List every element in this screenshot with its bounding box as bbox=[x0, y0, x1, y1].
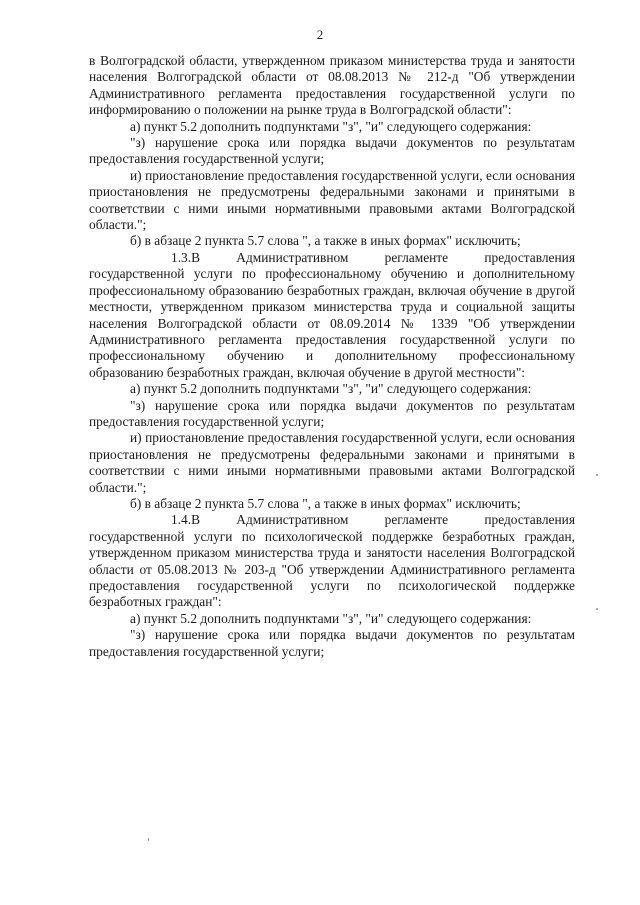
section-text: В Административном регламенте предоставления государственной услуги по психологической поддержке безработных граждан, утвержденном приказом министерства труда и занятости населения Волгоградской области от 05.08.2013 № 203-д "Об утверждении Административного регламента предоставления государственной услуги по психологической поддержке безработных граждан": bbox=[89, 512, 575, 610]
paragraph-section-1-4 bbox=[89, 512, 575, 610]
section-number: 1.3. bbox=[171, 249, 192, 265]
paragraph-subitem-z: "з) нарушение срока или порядка выдачи документов по результатам предоставления государственной услуги; bbox=[89, 397, 575, 429]
paragraph-amend-5-7: б) в абзаце 2 пункта 5.7 слова ", а также в иных формах" исключить; bbox=[130, 233, 521, 249]
paragraph-subitem-i: и) приостановление предоставления государственной услуги, если основания приостановления не предусмотрены федеральными законами и принятыми в соответствии с ними иными нормативными правовыми актами Волгоградской области."; bbox=[89, 430, 575, 495]
paragraph-amend-5-2: а) пункт 5.2 дополнить подпунктами "з", "и" следующего содержания: bbox=[130, 118, 532, 134]
section-number: 1.4. bbox=[171, 512, 192, 528]
scan-speck bbox=[596, 474, 598, 476]
scan-speck bbox=[148, 838, 149, 841]
document-body bbox=[89, 53, 575, 660]
paragraph-amend-5-2: а) пункт 5.2 дополнить подпунктами "з", "и" следующего содержания: bbox=[130, 381, 532, 397]
section-text: В Административном регламенте предоставления государственной услуги по профессиональному обучению и дополнительному профессиональному образованию безработных граждан, включая обучение в другой местности, утвержденном приказом министерства труда и социальной защиты населения Волгоградской области от 08.09.2014 № 1339 "Об утверждении Административного регламента предоставления государственной услуги по профессиональному обучению и дополнительному профессиональному образованию безработных граждан, включая обучение в другой местности": bbox=[89, 249, 575, 380]
paragraph-amend-5-2: а) пункт 5.2 дополнить подпунктами "з", "и" следующего содержания: bbox=[130, 610, 532, 626]
paragraph-subitem-z: "з) нарушение срока или порядка выдачи документов по результатам предоставления государственной услуги; bbox=[89, 135, 575, 167]
paragraph-subitem-z: "з) нарушение срока или порядка выдачи документов по результатам предоставления государственной услуги; bbox=[89, 627, 575, 659]
paragraph-section-1-3 bbox=[89, 250, 575, 381]
scan-speck bbox=[596, 608, 598, 610]
page-number: 2 bbox=[316, 27, 324, 42]
paragraph-order-reference-continued: в Волгоградской области, утвержденном приказом министерства труда и занятости населения Волгоградской области от 08.08.2013 № 212-д "Об утверждении Административного регламента предоставления государственной услуги по информированию о положении на рынке труда в Волгоградской области": bbox=[89, 53, 575, 118]
paragraph-amend-5-7: б) в абзаце 2 пункта 5.7 слова ", а также в иных формах" исключить; bbox=[130, 495, 521, 511]
paragraph-subitem-i: и) приостановление предоставления государственной услуги, если основания приостановления не предусмотрены федеральными законами и принятыми в соответствии с ними иными нормативными правовыми актами Волгоградской области."; bbox=[89, 167, 575, 233]
